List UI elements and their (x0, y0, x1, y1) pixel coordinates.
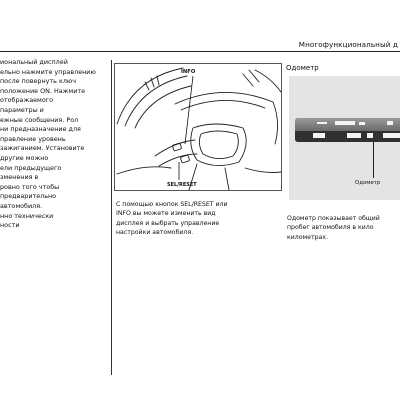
middle-caption (116, 200, 286, 238)
left-text-line: правление уровень (0, 134, 66, 143)
caption-line: километрах. (287, 233, 328, 241)
odometer-leader-line (373, 142, 374, 178)
left-text-line: предварительно (0, 192, 57, 201)
left-text-line: другие можно (0, 153, 49, 162)
lower-dash-line (117, 167, 171, 174)
left-text-line: ели предыдущего (0, 163, 62, 172)
odometer-illustration (289, 76, 400, 200)
left-text-line: нно технически (0, 211, 54, 220)
steering-wheel-illustration (115, 64, 282, 191)
left-text-line: положение ON. Нажмите (0, 86, 86, 95)
header-title: Многофункциональный д (298, 40, 398, 49)
display-segment (367, 133, 373, 138)
dashboard-arc (135, 86, 191, 128)
left-text-line: ежные сообщения. Рол (0, 115, 79, 124)
sel-reset-button-label: SEL/RESET (167, 182, 197, 188)
odometer-callout-label: Одометр (355, 180, 381, 186)
display-segment (313, 133, 325, 138)
display-segment (347, 133, 361, 138)
left-text-line: иональный дисплей (0, 58, 68, 66)
control-button (172, 143, 181, 151)
right-trim (255, 70, 281, 92)
caption-line: настройки автомобиля. (116, 229, 194, 237)
column-divider (111, 60, 112, 375)
left-text-line: после повернуть ключ (0, 77, 77, 86)
right-trim (243, 70, 259, 86)
caption-line: дисплея и выбрать управление (116, 219, 220, 227)
info-button-label: INFO (181, 69, 196, 75)
left-text-line: ни предназначение для (0, 125, 81, 134)
odometer-display (295, 118, 400, 142)
steering-hub-inner (199, 131, 238, 159)
left-text-line: ности (0, 221, 20, 230)
odometer-section-title: Одометр (286, 64, 319, 72)
caption-line: INFO вы можете изменить вид (116, 210, 216, 218)
left-column-text (0, 58, 106, 231)
display-segment (383, 133, 400, 138)
left-text-line: ельно нажмите управлению (0, 67, 96, 76)
left-text-line: параметры и (0, 105, 44, 114)
display-segment (359, 122, 365, 125)
left-text-line: ровно того чтобы (0, 182, 60, 191)
steering-wheel-rim-inner (181, 100, 265, 110)
steering-spoke (159, 154, 197, 166)
odometer-caption (287, 214, 400, 242)
dashboard-arc (117, 68, 183, 124)
steering-wheel-figure (114, 63, 282, 191)
left-text-line: автомобиля. (0, 201, 43, 210)
display-segment (317, 122, 327, 124)
steering-spoke (155, 140, 195, 156)
lower-dash-line (245, 168, 281, 173)
left-text-line: зменения в (0, 173, 39, 182)
display-segment (387, 121, 393, 125)
left-text-line: зажиганием. Установите (0, 144, 85, 153)
display-segment (335, 121, 355, 125)
caption-line: пробег автомобиля в кило (287, 224, 374, 232)
left-text-line: отображаемого (0, 96, 54, 105)
caption-line: Одометр показывает общий (287, 215, 380, 222)
header-rule (0, 51, 400, 52)
caption-line: С помощью кнопок SEL/RESET или (116, 201, 228, 208)
